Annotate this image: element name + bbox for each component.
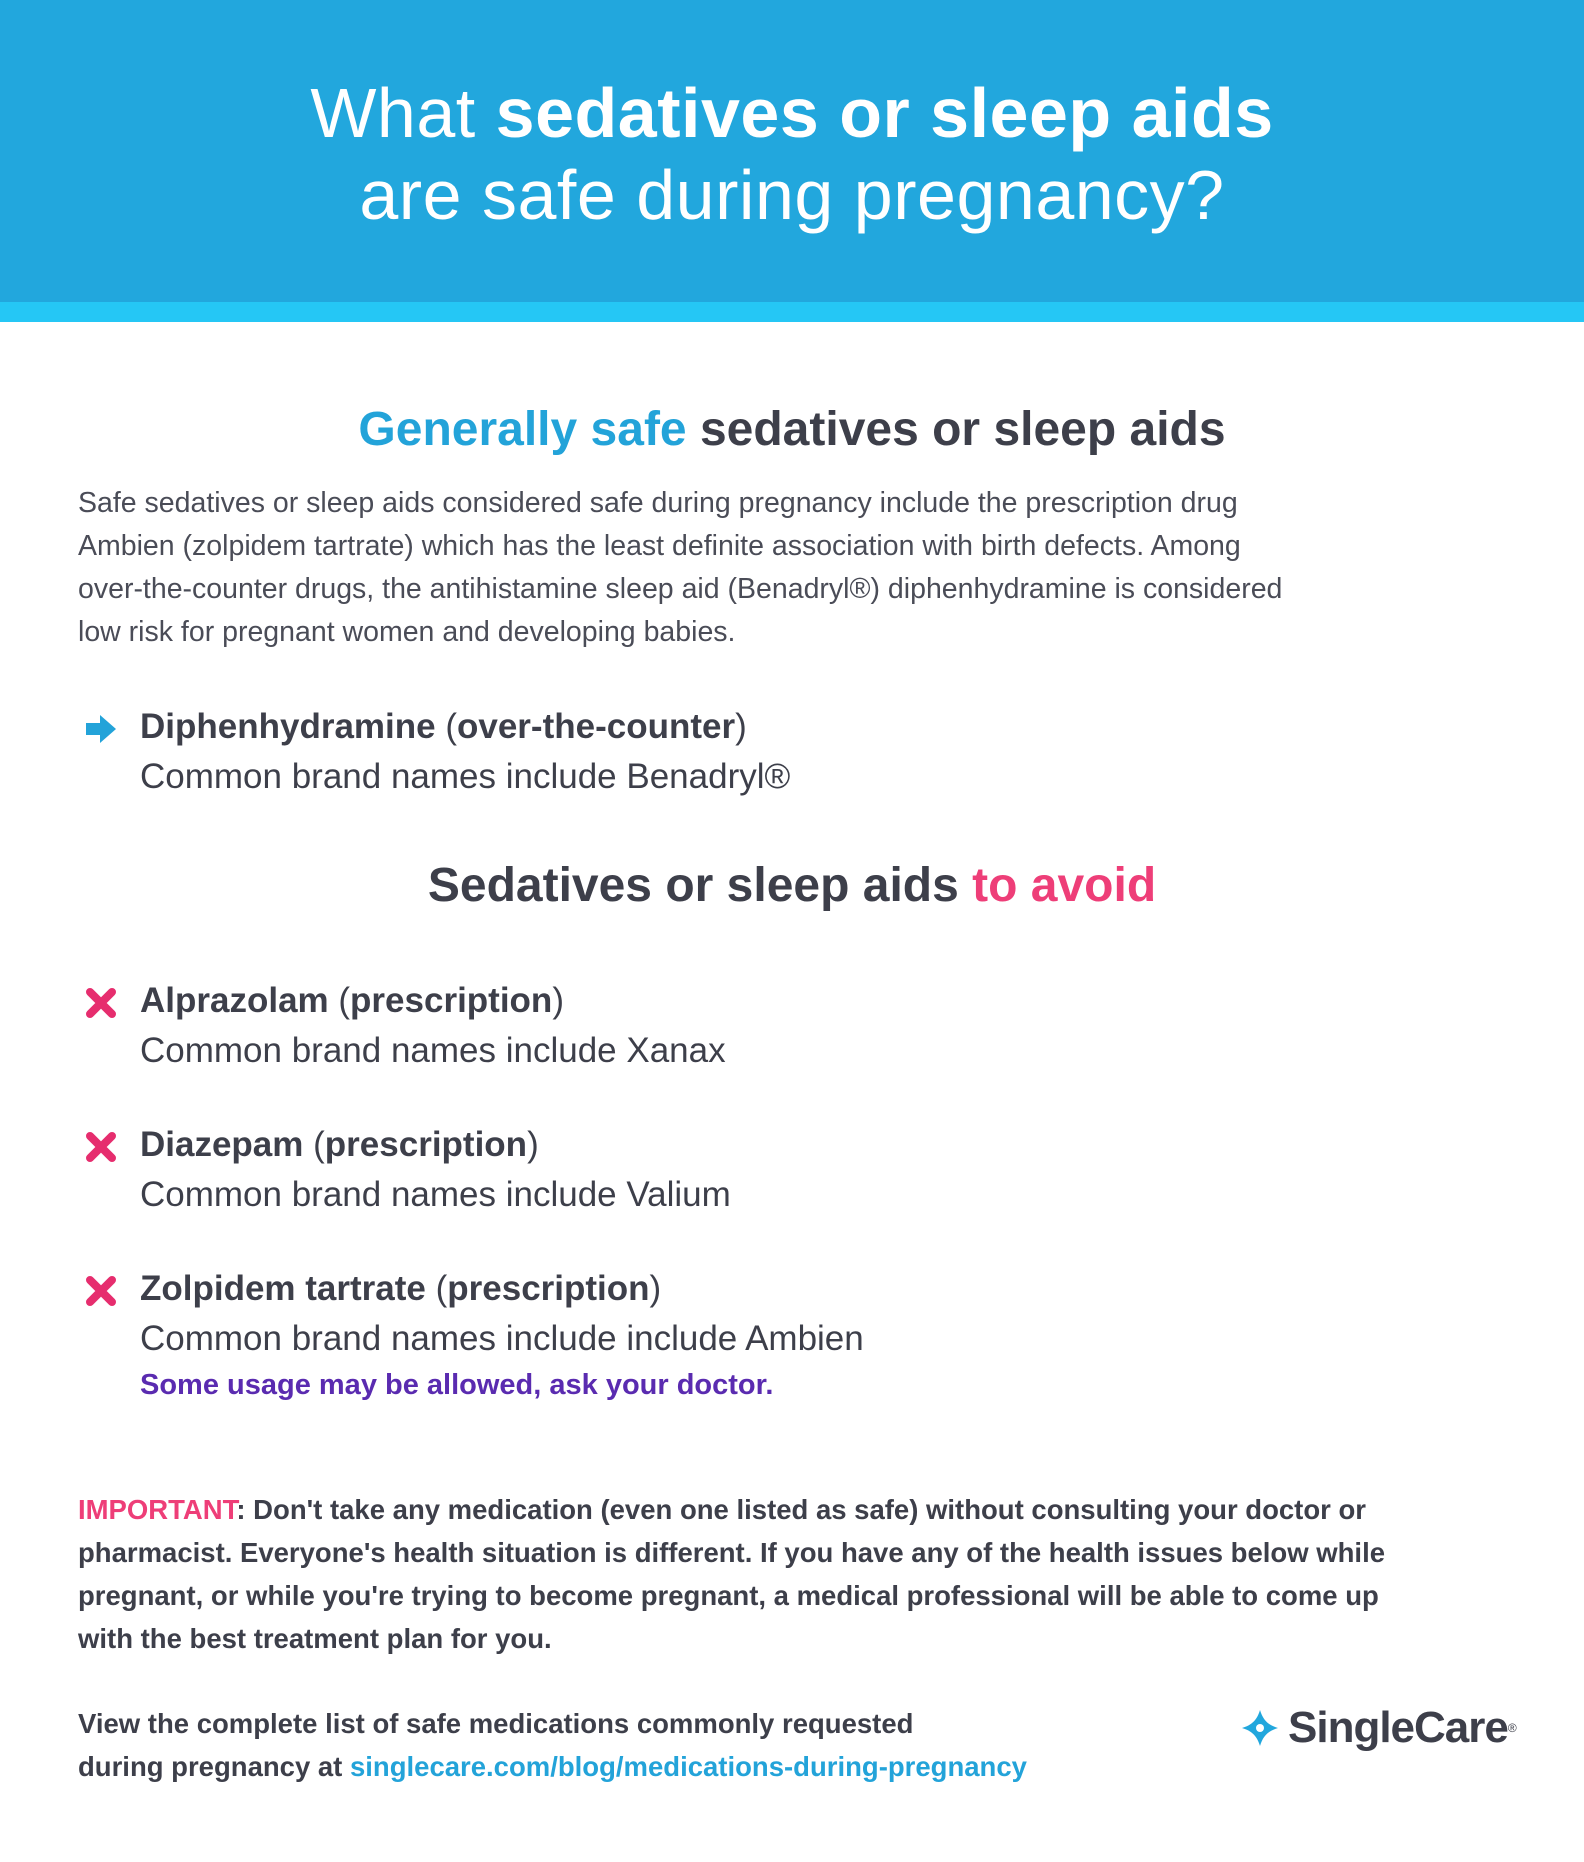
drug-type: prescription — [350, 981, 553, 1020]
avoid-heading-rest: Sedatives or sleep aids — [427, 859, 973, 912]
brand-names: Common brand names include Xanax — [140, 1031, 726, 1070]
logo-wordmark — [1288, 1700, 1516, 1756]
brand-names: Common brand names include Valium — [140, 1175, 731, 1214]
paren-open: ( — [425, 1269, 448, 1308]
intro-line: low risk for pregnant women and developing babies. — [78, 616, 736, 648]
item-title — [140, 704, 747, 750]
paren-open: ( — [435, 707, 457, 746]
safe-heading-rest: sedatives or sleep aids — [686, 403, 1226, 456]
important-line: pregnant, or while you're trying to become pregnant, a medical professional will be able to come up — [78, 1580, 1379, 1611]
footer-link[interactable]: singlecare.com/blog/medications-during-pregnancy — [349, 1751, 1027, 1782]
paren-open: ( — [328, 981, 351, 1020]
x-mark-icon — [84, 1130, 118, 1164]
important-text: : Don't take any medication (even one listed as safe) without consulting your doctor or — [236, 1494, 1366, 1525]
title-light: What — [310, 74, 496, 152]
title-bold: sedatives or sleep aids — [495, 74, 1274, 152]
avoid-section-heading — [0, 856, 1584, 916]
item-title — [140, 1266, 661, 1312]
drug-name: Diphenhydramine — [140, 707, 436, 746]
intro-line: Ambien (zolpidem tartrate) which has the least definite association with birth defects. Among — [78, 530, 1241, 562]
arrow-right-icon — [84, 712, 118, 746]
intro-line: Safe sedatives or sleep aids considered safe during pregnancy include the prescription drug — [78, 487, 1238, 519]
avoid-heading-accent: to avoid — [972, 859, 1157, 912]
safe-heading-accent: Generally safe — [358, 403, 687, 456]
important-notice — [78, 1488, 1518, 1660]
important-line — [78, 1488, 1518, 1531]
item-title — [140, 1122, 539, 1168]
paren-close: ) — [649, 1269, 662, 1308]
paren-close: ) — [552, 981, 564, 1020]
brand-names: Common brand names include include Ambien — [140, 1319, 864, 1358]
logo-text: SingleCare — [1288, 1703, 1508, 1752]
singlecare-logo — [1240, 1700, 1540, 1758]
footer-prefix: during pregnancy at — [78, 1751, 350, 1782]
footer-text — [78, 1702, 1178, 1788]
footer-line: View the complete list of safe medications commonly requested — [78, 1708, 914, 1739]
title-line-2: are safe during pregnancy? — [359, 156, 1225, 234]
x-mark-icon — [84, 986, 118, 1020]
safe-section-heading — [0, 400, 1584, 460]
safe-intro-paragraph — [78, 482, 1508, 654]
paren-close: ) — [735, 707, 747, 746]
paren-open: ( — [303, 1125, 325, 1164]
footer-line — [78, 1745, 1178, 1788]
drug-type: over-the-counter — [457, 707, 736, 746]
paren-close: ) — [527, 1125, 539, 1164]
intro-line: over-the-counter drugs, the antihistamine sleep aid (Benadryl®) diphenhydramine is considered — [78, 573, 1283, 605]
drug-name: Alprazolam — [140, 981, 329, 1020]
drug-name: Zolpidem tartrate — [140, 1269, 426, 1308]
logo-registered-mark: ® — [1507, 1721, 1516, 1735]
singlecare-logo-icon — [1240, 1708, 1280, 1748]
header-stripe — [0, 302, 1584, 322]
page-title — [0, 72, 1584, 236]
important-line: pharmacist. Everyone's health situation is different. If you have any of the health issues below while — [78, 1537, 1386, 1568]
title-line-1 — [0, 72, 1584, 154]
important-line: with the best treatment plan for you. — [78, 1623, 552, 1654]
x-mark-icon — [84, 1274, 118, 1308]
drug-name: Diazepam — [140, 1125, 304, 1164]
drug-type: prescription — [324, 1125, 528, 1164]
drug-type: prescription — [447, 1269, 650, 1308]
usage-note: Some usage may be allowed, ask your doctor. — [140, 1369, 774, 1401]
important-label: IMPORTANT — [78, 1494, 237, 1525]
brand-names: Common brand names include Benadryl® — [140, 757, 791, 796]
item-title — [140, 978, 564, 1024]
